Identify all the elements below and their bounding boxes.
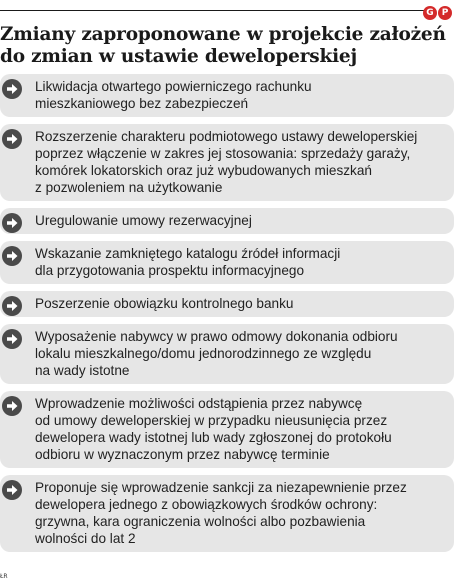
- list-item: [0, 391, 454, 468]
- logo-glyph-g: G: [423, 6, 437, 20]
- changes-list: [0, 74, 454, 559]
- publication-logo: [423, 6, 452, 20]
- top-rule: [0, 10, 424, 11]
- arrow-right-circle-icon: [2, 480, 22, 500]
- author-credit: ŁR: [0, 573, 8, 580]
- list-item-line: na wady istotne: [35, 363, 130, 378]
- list-item: [0, 208, 454, 234]
- list-item-line: Wskazanie zamkniętego katalogu źródeł informacji: [35, 246, 341, 261]
- list-item: [0, 74, 454, 117]
- arrow-right-circle-icon: [2, 129, 22, 149]
- list-item-line: mieszkaniowego bez zabezpieczeń: [35, 96, 249, 111]
- list-item-text: [35, 328, 444, 379]
- list-item: [0, 124, 454, 201]
- title-line: Zmiany zaproponowane w projekcie założeń: [0, 24, 446, 45]
- list-item-line: poprzez włączenie w zakres jej stosowania: sprzedaży garaży,: [35, 146, 411, 161]
- list-item-line: Wprowadzenie możliwości odstąpienia przez nabywcę: [35, 396, 363, 411]
- list-item-text: [35, 245, 444, 279]
- arrow-right-circle-icon: [2, 79, 22, 99]
- page-title: [0, 24, 446, 68]
- arrow-right-circle-icon: [2, 246, 22, 266]
- list-item-line: Likwidacja otwartego powierniczego rachunku: [35, 79, 312, 94]
- logo-glyph-p: P: [438, 6, 452, 20]
- arrow-right-circle-icon: [2, 396, 22, 416]
- list-item-text: [35, 395, 444, 463]
- arrow-right-circle-icon: [2, 296, 22, 316]
- list-item-line: Wyposażenie nabywcy w prawo odmowy dokonania odbioru: [35, 329, 398, 344]
- list-item-line: od umowy deweloperskiej w przypadku nieusunięcia przez: [35, 413, 388, 428]
- list-item-line: dla przygotowania prospektu informacyjnego: [35, 263, 305, 278]
- list-item-line: z pozwoleniem na użytkowanie: [35, 180, 223, 195]
- list-item-line: Proponuje się wprowadzenie sankcji za niezapewnienie przez: [35, 480, 407, 495]
- arrow-right-circle-icon: [2, 329, 22, 349]
- list-item-text: [35, 295, 444, 312]
- list-item-line: grzywna, kara ograniczenia wolności albo pozbawienia: [35, 514, 366, 529]
- list-item-line: Rozszerzenie charakteru podmiotowego ustawy deweloperskiej: [35, 129, 418, 144]
- list-item-line: dewelopera jednego z obowiązkowych środków ochrony:: [35, 497, 378, 512]
- list-item-line: Poszerzenie obowiązku kontrolnego banku: [35, 296, 294, 311]
- list-item-text: [35, 128, 444, 196]
- list-item-line: lokalu mieszkalnego/domu jednorodzinnego ze względu: [35, 346, 372, 361]
- title-line: do zmian w ustawie deweloperskiej: [0, 46, 357, 67]
- list-item: [0, 324, 454, 384]
- list-item-text: [35, 78, 444, 112]
- list-item-line: odbioru w wyznaczonym przez nabywcę terminie: [35, 447, 330, 462]
- list-item-line: komórek lokatorskich oraz już wybudowanych mieszkań: [35, 163, 372, 178]
- list-item: [0, 475, 454, 552]
- list-item-text: [35, 479, 444, 547]
- list-item-line: dewelopera wady istotnej lub wady zgłoszonej do protokołu: [35, 430, 392, 445]
- list-item-line: wolności do lat 2: [35, 531, 136, 546]
- list-item: [0, 291, 454, 317]
- list-item: [0, 241, 454, 284]
- list-item-line: Uregulowanie umowy rezerwacyjnej: [35, 213, 252, 228]
- arrow-right-circle-icon: [2, 213, 22, 233]
- list-item-text: [35, 212, 444, 229]
